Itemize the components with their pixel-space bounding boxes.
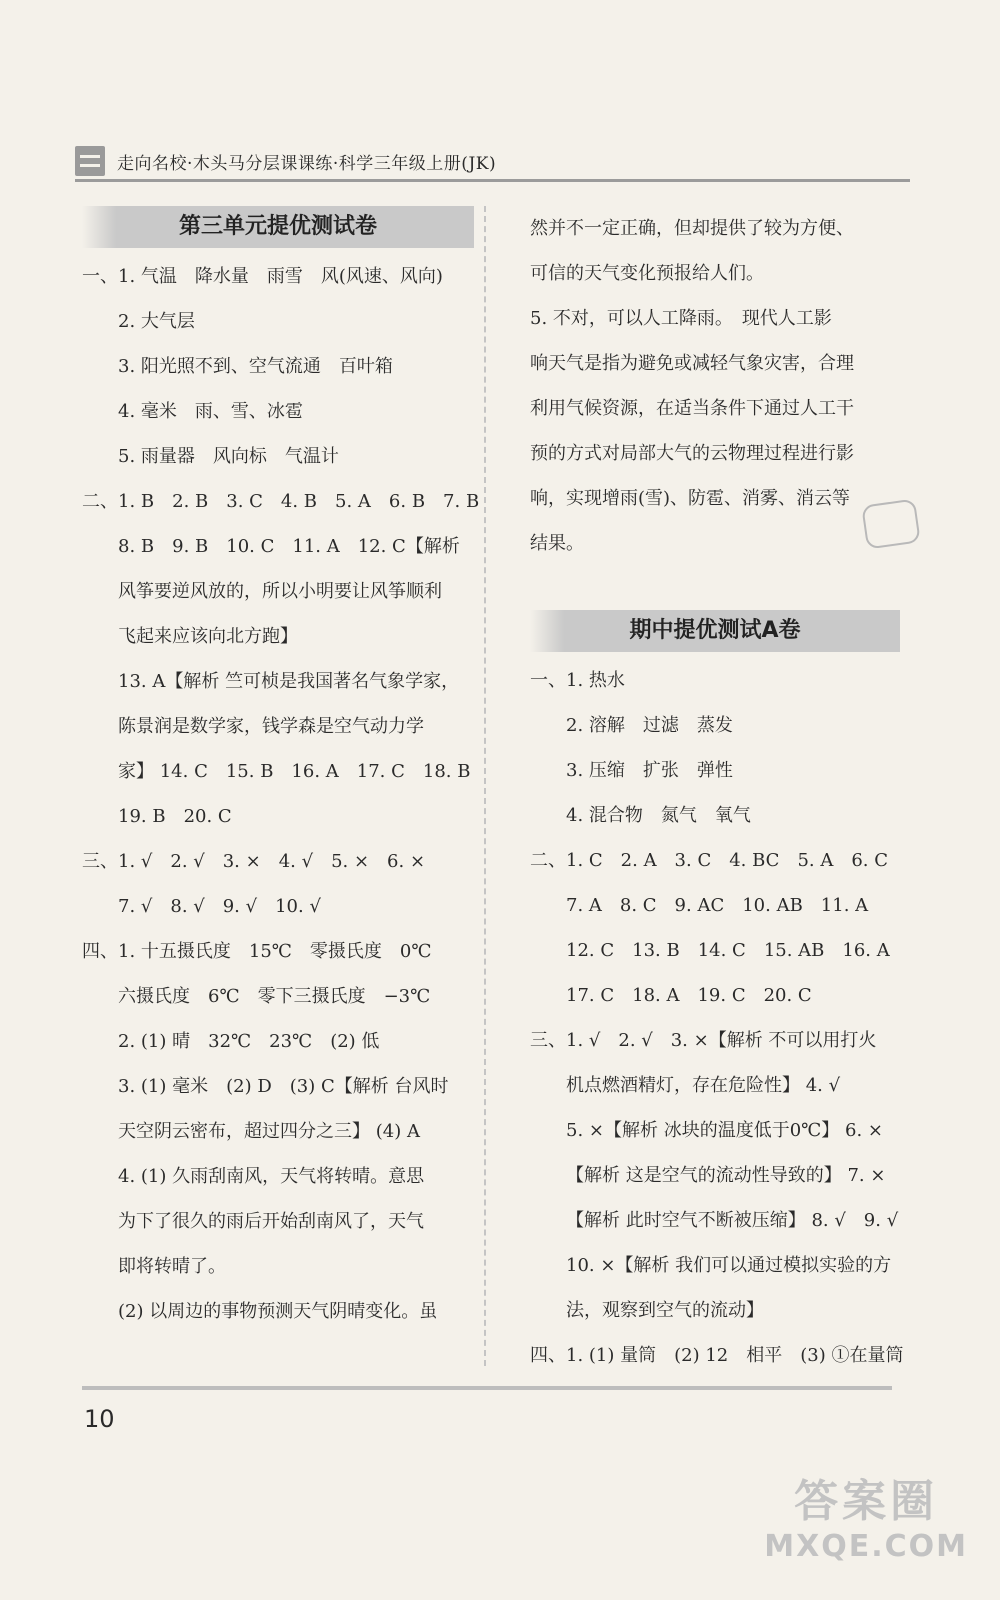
book-icon [75,146,105,176]
answer-line: 5. 不对，可以人工降雨。 现代人工影 [530,308,832,329]
answer-line: 12. C 13. B 14. C 15. AB 16. A [566,940,890,961]
section-banner-label: 第三单元提优测试卷 [178,214,377,239]
answer-line: 7. A 8. C 9. AC 10. AB 11. A [566,895,869,916]
answer-line: 7. √ 8. √ 9. √ 10. √ [118,896,321,917]
answer-line: 【解析 这是空气的流动性导致的】 7. × [566,1165,886,1186]
answer-line: 三、1. √ 2. √ 3. × 4. √ 5. × 6. × [82,851,426,872]
page-number: 10 [84,1405,115,1433]
answer-line: 法，观察到空气的流动】 [566,1300,764,1321]
answer-line: 然并不一定正确，但却提供了较为方便、 [530,218,854,239]
header-rule [75,179,910,182]
answer-line: 即将转晴了。 [118,1256,226,1277]
footer-rule [82,1386,892,1390]
answer-line: 4. 毫米 雨、雪、冰雹 [118,401,303,422]
answer-line: 一、1. 热水 [530,670,625,691]
answer-line: 3. 压缩 扩张 弹性 [566,760,733,781]
answer-line: 天空阴云密布，超过四分之三】 (4) A [118,1121,420,1142]
stamp-mark [861,498,921,549]
answer-line: 一、1. 气温 降水量 雨雪 风(风速、风向) [82,266,443,287]
answer-line: 可信的天气变化预报给人们。 [530,263,764,284]
answer-line: 二、1. C 2. A 3. C 4. BC 5. A 6. C [530,850,889,871]
watermark [764,1465,968,1564]
right-column [530,206,904,1378]
column-separator [484,206,486,1366]
answer-line: 风筝要逆风放的，所以小明要让风筝顺利 [118,581,442,602]
answer-line: 5. 雨量器 风向标 气温计 [118,446,339,467]
section-banner-label: 期中提优测试A卷 [629,618,801,643]
answer-line: 飞起来应该向北方跑】 [118,626,298,647]
answer-line: 17. C 18. A 19. C 20. C [566,985,812,1006]
answer-line: 5. ×【解析 冰块的温度低于0℃】 6. × [566,1120,883,1141]
header-title: 走向名校·木头马分层课课练·科学三年级上册(JK) [117,154,497,174]
answer-line: 2. 大气层 [118,311,195,332]
answer-line: 响，实现增雨(雪)、防雹、消雾、消云等 [530,488,851,509]
answer-line: 19. B 20. C [118,806,232,827]
answer-line: (2) 以周边的事物预测天气阴晴变化。虽 [118,1301,438,1322]
answer-line: 机点燃酒精灯，存在危险性】 4. √ [566,1075,841,1096]
answer-line: 四、1. 十五摄氏度 15℃ 零摄氏度 0℃ [82,941,432,962]
watermark-logo-text: 答案圈 [794,1476,939,1527]
answer-line: 四、1. (1) 量筒 (2) 12 相平 (3) ①在量筒 [530,1345,904,1366]
answer-line: 3. (1) 毫米 (2) D (3) C【解析 台风时 [118,1076,449,1097]
section-banner-unit3 [82,206,474,248]
answer-line: 2. 溶解 过滤 蒸发 [566,715,733,736]
answer-line: 4. 混合物 氮气 氧气 [566,805,751,826]
answer-line: 预的方式对局部大气的云物理过程进行影 [530,443,854,464]
answer-line: 三、1. √ 2. √ 3. ×【解析 不可以用打火 [530,1030,877,1051]
answer-line: 陈景润是数学家，钱学森是空气动力学 [118,716,424,737]
answer-line: 结果。 [530,533,584,554]
watermark-url: MXQE.COM [764,1529,968,1564]
left-column [82,206,480,1334]
answer-line: 响天气是指为避免或减轻气象灾害，合理 [530,353,854,374]
answer-line: 利用气候资源，在适当条件下通过人工干 [530,398,854,419]
answer-line: 3. 阳光照不到、空气流通 百叶箱 [118,356,393,377]
running-header [75,143,910,185]
answer-line: 【解析 此时空气不断被压缩】 8. √ 9. √ [566,1210,899,1231]
answer-line: 8. B 9. B 10. C 11. A 12. C【解析 [118,536,460,557]
answer-line: 13. A【解析 竺可桢是我国著名气象学家， [118,671,460,692]
answer-line: 二、1. B 2. B 3. C 4. B 5. A 6. B 7. B [82,491,480,512]
answer-line: 六摄氏度 6℃ 零下三摄氏度 −3℃ [118,986,431,1007]
answer-line: 10. ×【解析 我们可以通过模拟实验的方 [566,1255,892,1276]
answer-line: 2. (1) 晴 32℃ 23℃ (2) 低 [118,1031,380,1052]
answer-line: 家】 14. C 15. B 16. A 17. C 18. B [118,761,471,782]
answer-line: 为下了很久的雨后开始刮南风了，天气 [118,1211,424,1232]
answer-line: 4. (1) 久雨刮南风，天气将转晴。意思 [118,1166,425,1187]
section-banner-midterm [530,610,900,652]
